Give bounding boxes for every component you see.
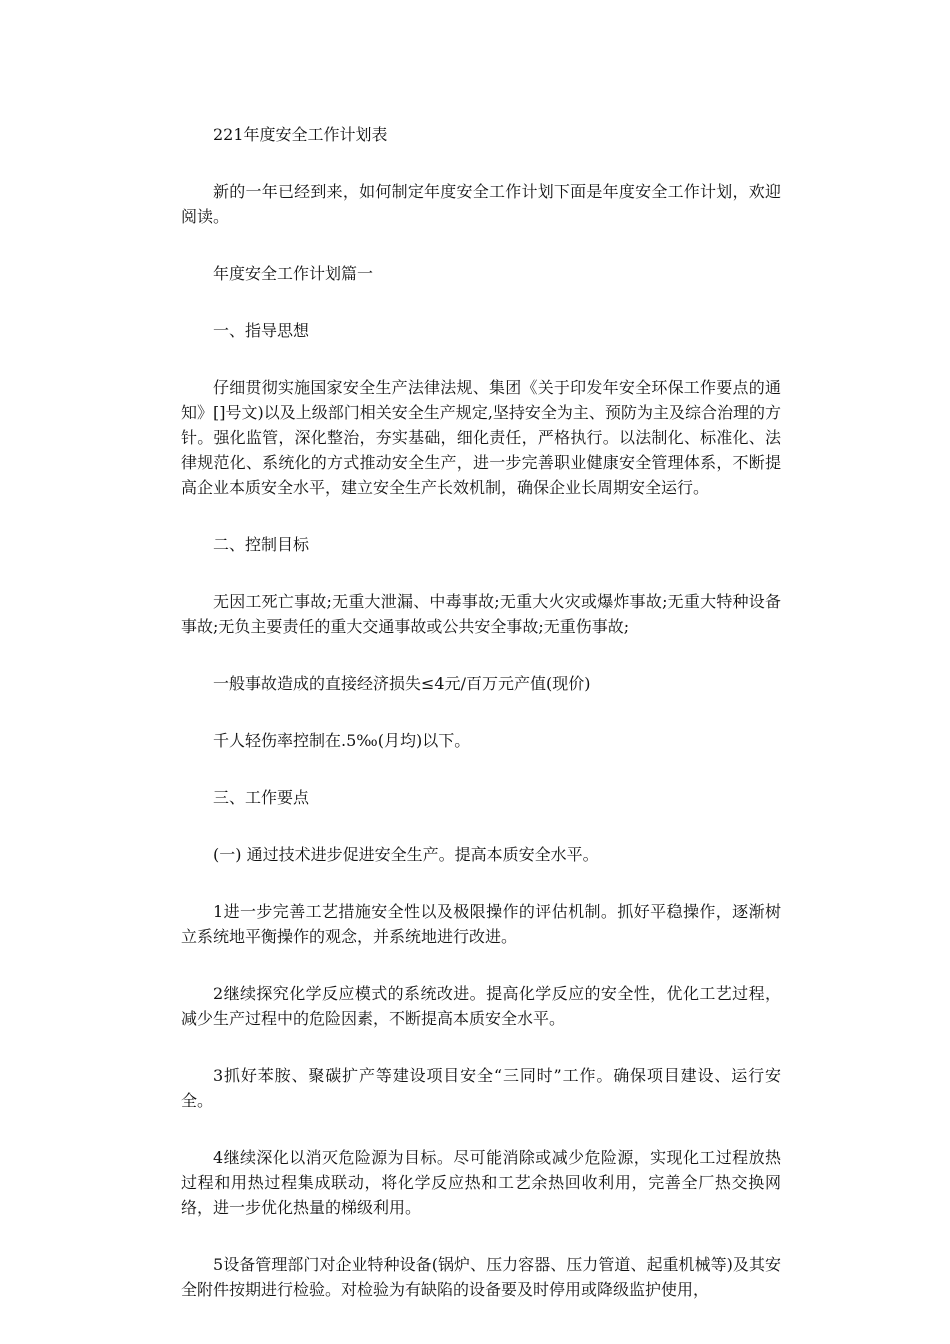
document-body xyxy=(181,122,781,1302)
list-item: 5设备管理部门对企业特种设备(锅炉、压力容器、压力管道、起重机械等)及其安全附件按期进行检验。对检验为有缺陷的设备要及时停用或降级监护使用， xyxy=(181,1255,781,1299)
body-paragraph: (一) 通过技术进步促进安全生产。提高本质安全水平。 xyxy=(213,845,599,864)
subsection-heading: 二、控制目标 xyxy=(213,535,310,554)
list-item: 1进一步完善工艺措施安全性以及极限操作的评估机制。抓好平稳操作，逐渐树立系统地平衡操作的观念，并系统地进行改进。 xyxy=(181,902,781,946)
subsection-heading: 三、工作要点 xyxy=(213,788,310,807)
subsection-heading: 一、指导思想 xyxy=(213,321,310,340)
list-item: 2继续探究化学反应模式的系统改进。提高化学反应的安全性，优化工艺过程，减少生产过程中的危险因素，不断提高本质安全水平。 xyxy=(181,984,781,1028)
list-item: 3抓好苯胺、聚碳扩产等建设项目安全“三同时”工作。确保项目建设、运行安全。 xyxy=(181,1066,781,1110)
section-heading: 年度安全工作计划篇一 xyxy=(213,264,374,283)
body-paragraph: 千人轻伤率控制在.5‰(月均)以下。 xyxy=(213,731,471,750)
intro-paragraph: 新的一年已经到来，如何制定年度安全工作计划下面是年度安全工作计划，欢迎阅读。 xyxy=(181,182,781,226)
list-item: 4继续深化以消灭危险源为目标。尽可能消除或减少危险源，实现化工过程放热过程和用热过程集成联动，将化学反应热和工艺余热回收利用，完善全厂热交换网络，进一步优化热量的梯级利用。 xyxy=(181,1148,781,1217)
body-paragraph: 无因工死亡事故;无重大泄漏、中毒事故;无重大火灾或爆炸事故;无重大特种设备事故;无负主要责任的重大交通事故或公共安全事故;无重伤事故; xyxy=(181,592,781,636)
body-paragraph: 仔细贯彻实施国家安全生产法律法规、集团《关于印发年安全环保工作要点的通知》[]号文)以及上级部门相关安全生产规定,坚持安全为主、预防为主及综合治理的方针。强化监管，深化整治，夯实基础，细化责任，严格执行。以法制化、标准化、法律规范化、系统化的方式推动安全生产，进一步完善职业健康安全管理体系，不断提高企业本质安全水平，建立安全生产长效机制，确保企业长周期安全运行。 xyxy=(181,378,781,497)
body-paragraph: 一般事故造成的直接经济损失≤4元/百万元产值(现价) xyxy=(213,674,591,693)
document-title: 221年度安全工作计划表 xyxy=(213,125,388,144)
